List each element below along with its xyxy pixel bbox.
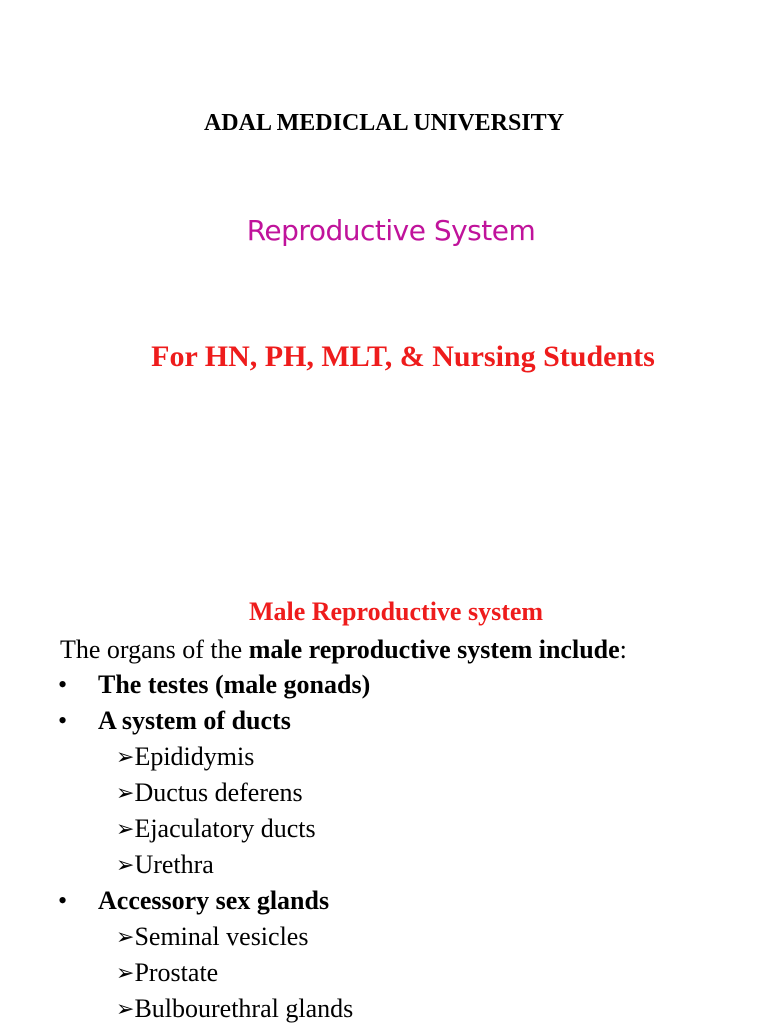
sub-item (116, 814, 316, 844)
item-label: Prostate (134, 958, 219, 987)
item-label: Epididymis (134, 742, 255, 771)
bullet-item (58, 670, 370, 700)
intro-emphasis: male reproductive system include (248, 635, 620, 664)
sub-item (116, 778, 303, 808)
item-label: Ejaculatory ducts (134, 814, 316, 843)
item-label: Seminal vesicles (134, 922, 309, 951)
bullet-item (58, 706, 291, 736)
item-label: The testes (male gonads) (98, 670, 371, 699)
sub-item (116, 742, 254, 772)
bullet-item (58, 886, 329, 916)
arrow-bullet-icon: ➢ (116, 996, 135, 1021)
presentation-title: Reproductive System (246, 214, 536, 247)
item-label: A system of ducts (98, 706, 291, 735)
target-audience: For HN, PH, MLT, & Nursing Students (151, 340, 655, 373)
sub-item (116, 958, 218, 988)
item-label: Accessory sex glands (98, 886, 330, 915)
arrow-bullet-icon: ➢ (116, 852, 135, 877)
intro-suffix: : (619, 635, 627, 664)
sub-item (116, 850, 214, 880)
arrow-bullet-icon: ➢ (116, 924, 135, 949)
item-label: Ductus deferens (134, 778, 303, 807)
section-title: Male Reproductive system (248, 597, 544, 626)
arrow-bullet-icon: ➢ (116, 960, 135, 985)
bullet-icon: • (58, 706, 68, 735)
sub-item (116, 922, 308, 952)
organ-list (0, 545, 768, 1024)
item-label: Bulbourethral glands (134, 994, 354, 1023)
intro-prefix: The organs of the (60, 635, 249, 664)
sub-item (116, 994, 353, 1024)
bullet-icon: • (58, 670, 68, 699)
arrow-bullet-icon: ➢ (116, 744, 135, 769)
arrow-bullet-icon: ➢ (116, 816, 135, 841)
content-slide (0, 545, 768, 1024)
item-label: Urethra (134, 850, 214, 879)
arrow-bullet-icon: ➢ (116, 780, 135, 805)
university-name: ADAL MEDICLAL UNIVERSITY (203, 110, 565, 136)
bullet-icon: • (58, 886, 68, 915)
